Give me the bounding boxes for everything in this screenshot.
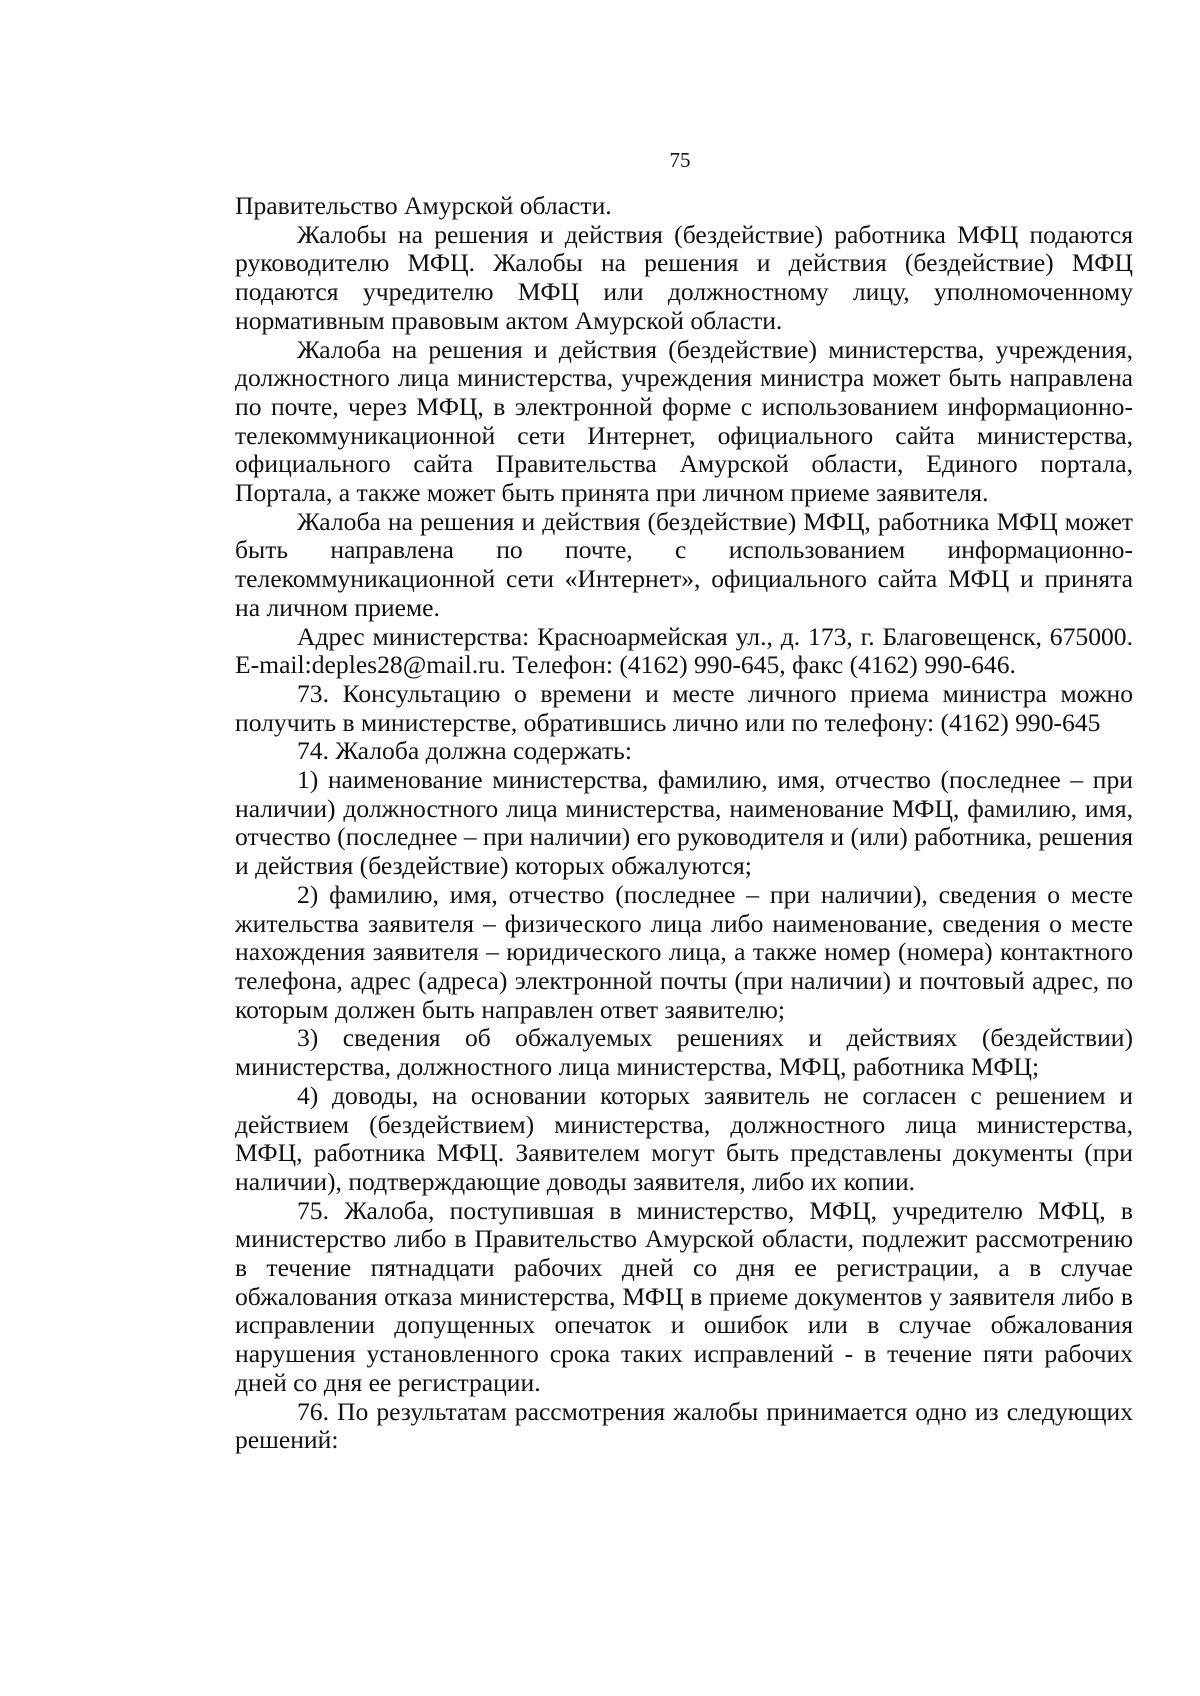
paragraph-clause-76: 76. По результатам рассмотрения жалобы принимается одно из следующих решений:	[235, 1396, 1133, 1455]
document-body	[235, 192, 1133, 1455]
paragraph-clause-73: 73. Консультацию о времени и месте личного приема министра можно получить в министерстве, обратившись лично или по телефону: (4162) 990-645	[235, 678, 1133, 737]
paragraph-clause-74-item-4: 4) доводы, на основании которых заявитель не согласен с решением и действием (бездействием) министерства, должностного лица министерства, МФЦ, работника МФЦ. Заявителем могут быть представлены документы (при наличии), подтверждающие доводы заявителя, либо их копии.	[235, 1080, 1133, 1196]
paragraph-clause-75: 75. Жалоба, поступившая в министерство, МФЦ, учредителю МФЦ, в министерство либо в Правительство Амурской области, подлежит рассмотрению в течение пятнадцати рабочих дней со дня ее регистрации, а в случае обжалования отказа министерства, МФЦ в приеме документов у заявителя либо в исправлении допущенных опечаток и ошибок или в случае обжалования нарушения установленного срока таких исправлений - в течение пяти рабочих дней со дня ее регистрации.	[235, 1195, 1133, 1397]
paragraph-ministry-address: Адрес министерства: Красноармейская ул., д. 173, г. Благовещенск, 675000. E-mail:deples28@mail.ru. Телефон: (4162) 990-645, факс (4162) 990-646.	[235, 621, 1133, 680]
paragraph-clause-74-item-2: 2) фамилию, имя, отчество (последнее – при наличии), сведения о месте жительства заявителя – физического лица либо наименование, сведения о месте нахождения заявителя – юридического лица, а также номер (номера) контактного телефона, адрес (адреса) электронной почты (при наличии) и почтовый адрес, по которым должен быть направлен ответ заявителю;	[235, 879, 1133, 1024]
paragraph-mfc-complaint-channels: Жалоба на решения и действия (бездействие) МФЦ, работника МФЦ может быть направлена по почте, с использованием информационно-телекоммуникационной сети «Интернет», официального сайта МФЦ и принята на личном приеме.	[235, 506, 1133, 622]
paragraph-ministry-complaint-channels: Жалоба на решения и действия (бездействие) министерства, учреждения, должностного лица министерства, учреждения министра может быть направлена по почте, через МФЦ, в электронной форме с использованием информационно-телекоммуникационной сети Интернет, официального сайта министерства, официального сайта Правительства Амурской области, Единого портала, Портала, а также может быть принята при личном приеме заявителя.	[235, 334, 1133, 508]
page-number: 75	[669, 148, 691, 172]
paragraph-mfc-complaints: Жалобы на решения и действия (бездействие) работника МФЦ подаются руководителю МФЦ. Жалобы на решения и действия (бездействие) МФЦ подаются учредителю МФЦ или должностному лицу, уполномоченному нормативным правовым актом Амурской области.	[235, 219, 1133, 335]
paragraph-continuation: Правительство Амурской области.	[235, 191, 612, 220]
paragraph-clause-74-item-1: 1) наименование министерства, фамилию, имя, отчество (последнее – при наличии) должностного лица министерства, наименование МФЦ, фамилию, имя, отчество (последнее – при наличии) его руководителя и (или) работника, решения и действия (бездействие) которых обжалуются;	[235, 765, 1133, 881]
paragraph-clause-74-item-3: 3) сведения об обжалуемых решениях и действиях (бездействии) министерства, должностного лица министерства, МФЦ, работника МФЦ;	[235, 1023, 1133, 1082]
paragraph-clause-74: 74. Жалоба должна содержать:	[297, 736, 632, 766]
